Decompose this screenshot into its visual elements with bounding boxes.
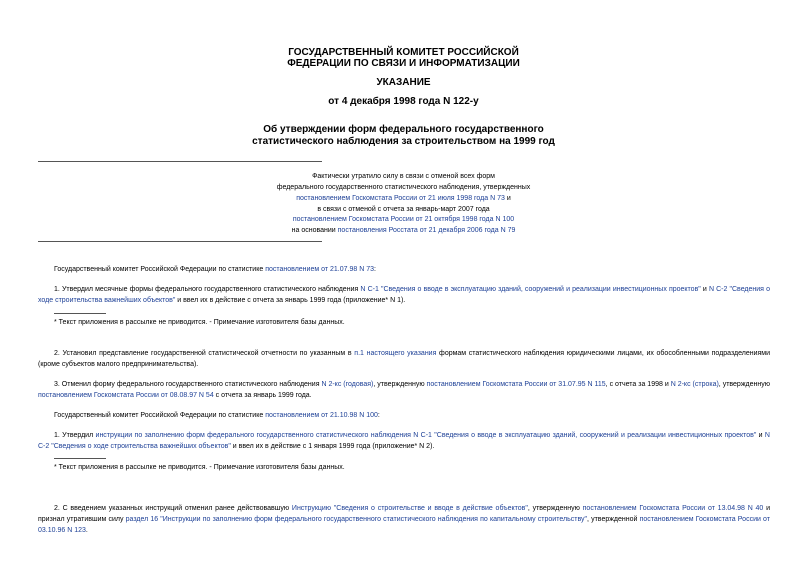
paragraph-instructions-2-mid3: , утвержденной (587, 516, 640, 523)
status-note-line3-tail: и (504, 195, 511, 202)
org-name-line1: ГОСУДАРСТВЕННЫЙ КОМИТЕТ РОССИЙСКОЙ (288, 47, 519, 58)
link-form-2ks-annual[interactable]: N 2-кс (годовая) (321, 381, 374, 388)
paragraph-instructions-2-pre: 2. С введением указанных инструкций отменил ранее действовавшую (54, 505, 292, 512)
footnote-2: * Текст приложения в рассылке не приводится. - Примечание изготовителя базы данных. (54, 464, 345, 471)
paragraph-item-3-mid3: , утвержденную (718, 381, 770, 388)
paragraph-instructions-1-tail: и ввел их в действие с 1 января 1999 года (приложение* N 2). (230, 443, 435, 450)
paragraph-item-2 (38, 348, 770, 370)
divider-bottom (38, 241, 322, 242)
link-form-s2[interactable]: N С-2 "Сведения о ходе строительства важнейших объектов" (38, 286, 770, 304)
paragraph-item-3 (38, 379, 770, 401)
link-postanovlenie-40[interactable]: постановлением Госкомстата России от 13.04.98 N 40 (582, 505, 764, 512)
doc-type: УКАЗАНИЕ (376, 77, 431, 88)
link-form-s1[interactable]: N С-1 "Сведения о вводе в эксплуатацию зданий, сооружений и реализации инвестиционных проектов" (360, 286, 701, 293)
link-postanovlenie-54[interactable]: постановлением Госкомстата России от 08.08.97 N 54 (38, 392, 214, 399)
paragraph-instructions-2-mid2: и признал утратившим силу (38, 505, 770, 523)
paragraph-intro-100 (54, 410, 774, 421)
paragraph-instructions-1 (38, 430, 770, 452)
doc-title-line1: Об утверждении форм федерального государственного (263, 124, 544, 135)
link-postanovlenie-123[interactable]: постановлением Госкомстата России от 03.10.96 N 123 (38, 516, 770, 534)
status-note-line5 (0, 215, 807, 226)
paragraph-instructions-1-pre: 1. Утвердил (54, 432, 96, 439)
footnote-divider-1 (54, 313, 106, 314)
link-postanovlenie-21-10-98[interactable]: постановлением от 21.10.98 N 100 (265, 412, 378, 419)
paragraph-instructions-1-mid: и (756, 432, 765, 439)
status-note-line6-pre: на основании (291, 227, 338, 234)
paragraph-intro-100-text: Государственный комитет Российской Федерации по статистике (54, 412, 266, 419)
paragraph-item-3-pre: 3. Отменил форму федерального государственного статистического наблюдения (54, 381, 322, 388)
paragraph-item-3-mid1: , утвержденную (373, 381, 427, 388)
paragraph-item-3-tail: с отчета за январь 1999 года. (213, 392, 312, 399)
org-name-line2: ФЕДЕРАЦИИ ПО СВЯЗИ И ИНФОРМАТИЗАЦИИ (287, 58, 520, 69)
footnote-divider-2 (54, 458, 106, 459)
divider-top (38, 161, 322, 162)
link-form-2ks-line[interactable]: N 2-кс (строка) (670, 381, 719, 388)
paragraph-item-2-tail: формам статистического наблюдения юридическими лицами, их обособленными подразделениями (кроме субъектов малого предпринимательства). (38, 350, 771, 368)
link-instructions-s2[interactable]: N С-2 "Сведения о ходе строительства важнейших объектов" (38, 432, 770, 450)
doc-date: от 4 декабря 1998 года N 122-у (328, 96, 479, 107)
link-postanovlenie-rosstat-79[interactable]: постановления Росстата от 21 декабря 2006 года N 79 (337, 227, 516, 234)
paragraph-item-3-mid2: , с отчета за 1998 и (605, 381, 671, 388)
paragraph-intro-73 (54, 264, 774, 275)
paragraph-instructions-2 (38, 503, 770, 536)
status-note-line6 (0, 226, 807, 237)
paragraph-item-2-pre: 2. Установил представление государственной статистической отчетности по указанным в (54, 350, 355, 357)
paragraph-intro-100-end: : (377, 412, 380, 419)
link-item-1-this-order[interactable]: п.1 настоящего указания (354, 350, 437, 357)
doc-title-line2: статистического наблюдения за строительством на 1999 год (252, 136, 555, 147)
paragraph-item-1-tail: и ввел их в действие с отчета за январь 1999 года (приложение* N 1). (175, 297, 406, 304)
status-note-line1: Фактически утратило силу в связи с отменой всех форм (312, 173, 495, 180)
paragraph-item-1-mid: и (700, 286, 709, 293)
paragraph-intro-73-text: Государственный комитет Российской Федерации по статистике (54, 266, 266, 273)
paragraph-intro-73-end: : (373, 266, 376, 273)
link-instructions-s1[interactable]: инструкции по заполнению форм федерального государственного статистического наблюдения N С-1 "Сведения о вводе в эксплуатацию зданий, сооружений и реализации инвестиционных проектов" (95, 432, 757, 439)
link-instruction-construction[interactable]: Инструкцию "Сведения о строительстве и вводе в действие объектов" (291, 505, 528, 512)
status-note-line4: в связи с отменой с отчета за январь-март 2007 года (317, 206, 490, 213)
paragraph-item-1-pre: 1. Утвердил месячные формы федерального государственного статистического наблюдения (54, 286, 361, 293)
link-postanovlenie-73[interactable]: постановлением Госкомстата России от 21 июля 1998 года N 73 (296, 195, 505, 202)
status-note-line3 (0, 194, 807, 205)
link-postanovlenie-21-07-98[interactable]: постановлением от 21.07.98 N 73 (265, 266, 374, 273)
link-section-16[interactable]: раздел 16 "Инструкции по заполнению форм федерального государственного статистического наблюдения по капитальному строительству" (125, 516, 587, 523)
link-postanovlenie-115[interactable]: постановлением Госкомстата России от 31.07.95 N 115 (426, 381, 606, 388)
paragraph-item-1 (38, 284, 770, 306)
link-postanovlenie-100[interactable]: постановлением Госкомстата России от 21 октября 1998 года N 100 (292, 216, 515, 223)
paragraph-instructions-2-mid1: , утвержденную (527, 505, 583, 512)
footnote-1: * Текст приложения в рассылке не приводится. - Примечание изготовителя базы данных. (54, 319, 345, 326)
paragraph-instructions-2-tail: . (85, 527, 88, 534)
status-note-line2: федерального государственного статистического наблюдения, утвержденных (276, 184, 531, 191)
